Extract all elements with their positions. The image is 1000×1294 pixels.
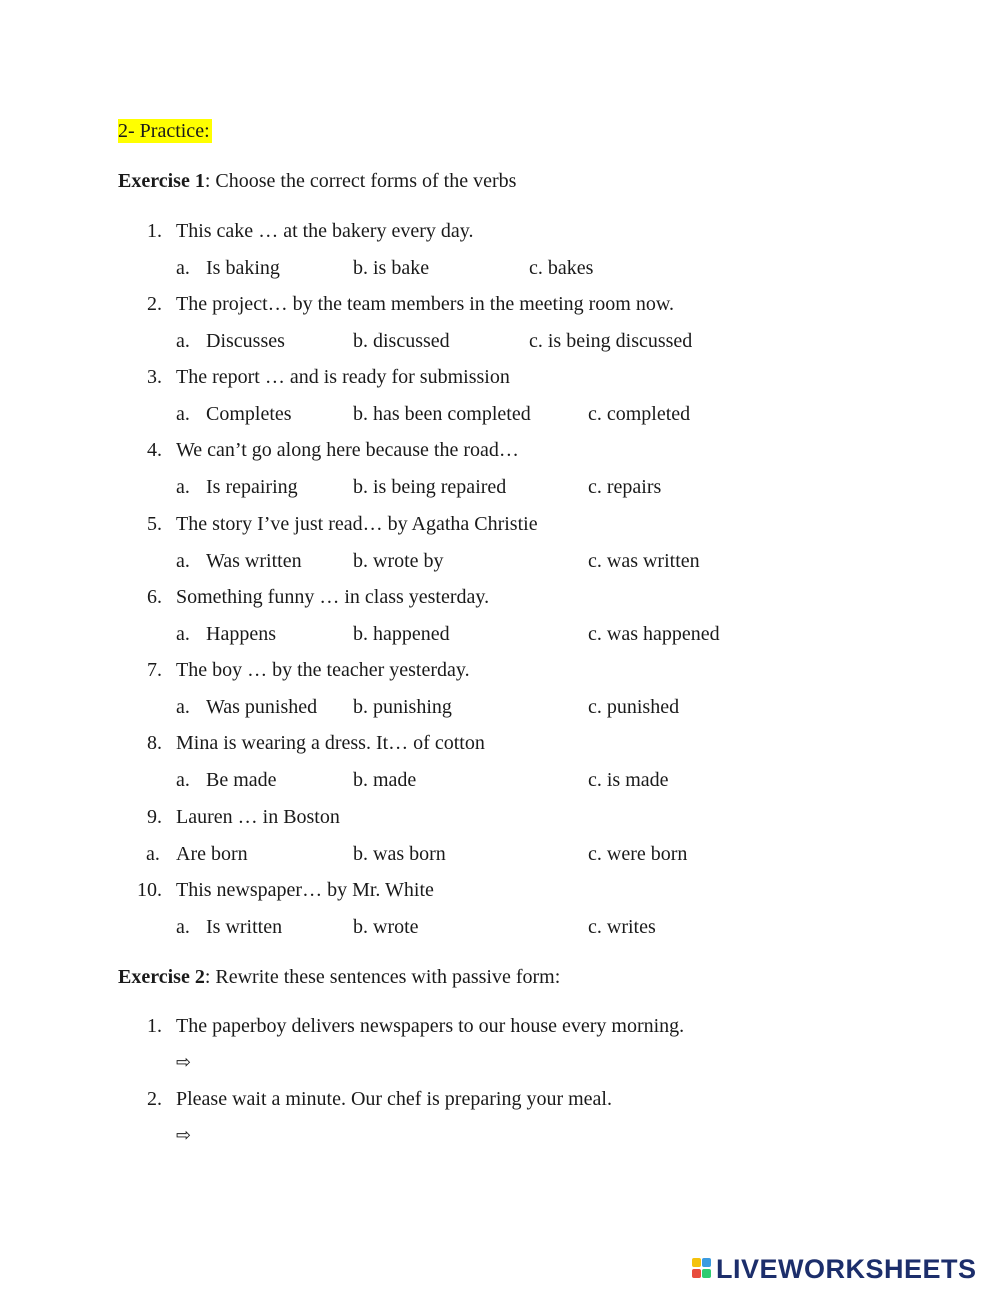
item-text: Please wait a minute. Our chef is preparing your meal. xyxy=(176,1088,612,1110)
question-number: 8. xyxy=(147,732,162,754)
option-c[interactable]: c. bakes xyxy=(529,257,594,279)
option-a[interactable]: Was punished xyxy=(206,696,318,718)
question-number: 6. xyxy=(147,586,162,608)
option-b[interactable]: b. wrote by xyxy=(353,550,444,572)
item-number: 2. xyxy=(147,1088,162,1110)
question-text: This newspaper… by Mr. White xyxy=(176,879,434,901)
exercise-2-instruction: : Rewrite these sentences with passive form: xyxy=(204,966,561,988)
option-a-letter: a. xyxy=(176,696,190,718)
answer-arrow-icon[interactable]: ⇨ xyxy=(176,1125,192,1146)
option-b[interactable]: b. made xyxy=(353,769,417,791)
question-text: We can’t go along here because the road… xyxy=(176,439,519,461)
question-number: 9. xyxy=(147,806,162,828)
question-text: Lauren … in Boston xyxy=(176,806,340,828)
exercise-1-label: Exercise 1 xyxy=(118,170,205,192)
option-a-letter: a. xyxy=(176,476,190,498)
option-a[interactable]: Be made xyxy=(206,769,277,791)
option-a[interactable]: Is repairing xyxy=(206,476,298,498)
item-text: The paperboy delivers newspapers to our house every morning. xyxy=(176,1015,685,1037)
section-heading: 2- Practice: xyxy=(118,120,210,142)
option-a-letter: a. xyxy=(176,769,190,791)
question-number: 7. xyxy=(147,659,162,681)
question-number: 10. xyxy=(137,879,162,901)
option-b[interactable]: b. discussed xyxy=(353,330,450,352)
option-c[interactable]: c. completed xyxy=(588,403,691,425)
question-text: The report … and is ready for submission xyxy=(176,366,510,388)
option-b[interactable]: b. happened xyxy=(353,623,450,645)
exercise-1-title xyxy=(118,169,516,193)
option-a[interactable]: Is baking xyxy=(206,257,280,279)
option-a[interactable]: Happens xyxy=(206,623,276,645)
option-c[interactable]: c. was written xyxy=(588,550,700,572)
option-b[interactable]: b. is being repaired xyxy=(353,476,507,498)
exercise-2-label: Exercise 2 xyxy=(118,966,205,988)
option-a[interactable]: Completes xyxy=(206,403,292,425)
option-b[interactable]: b. punishing xyxy=(353,696,452,718)
option-c[interactable]: c. was happened xyxy=(588,623,720,645)
item-number: 1. xyxy=(147,1015,162,1037)
question-text: The boy … by the teacher yesterday. xyxy=(176,659,470,681)
option-c[interactable]: c. is made xyxy=(588,769,669,791)
logo-text: LIVEWORKSHEETS xyxy=(716,1253,977,1284)
question-number: 5. xyxy=(147,513,162,535)
option-a[interactable]: Are born xyxy=(176,843,248,865)
option-c[interactable]: c. is being discussed xyxy=(529,330,693,352)
question-text: The project… by the team members in the meeting room now. xyxy=(176,293,675,315)
question-number: 2. xyxy=(147,293,162,315)
question-text: Something funny … in class yesterday. xyxy=(176,586,490,608)
option-a[interactable]: Discusses xyxy=(206,330,285,352)
option-c[interactable]: c. punished xyxy=(588,696,680,718)
option-a[interactable]: Was written xyxy=(206,550,302,572)
exercise-2-title xyxy=(118,965,560,989)
option-c[interactable]: c. were born xyxy=(588,843,688,865)
question-number: 1. xyxy=(147,220,162,242)
option-a-letter: a. xyxy=(176,330,190,352)
liveworksheets-logo xyxy=(692,1254,977,1284)
option-a-letter: a. xyxy=(146,843,160,865)
option-b[interactable]: b. has been completed xyxy=(353,403,531,425)
option-c[interactable]: c. repairs xyxy=(588,476,662,498)
question-number: 3. xyxy=(147,366,162,388)
option-a-letter: a. xyxy=(176,623,190,645)
option-b[interactable]: b. is bake xyxy=(353,257,430,279)
option-c[interactable]: c. writes xyxy=(588,916,656,938)
option-b[interactable]: b. was born xyxy=(353,843,446,865)
option-a[interactable]: Is written xyxy=(206,916,283,938)
question-text: The story I’ve just read… by Agatha Christie xyxy=(176,513,538,535)
option-a-letter: a. xyxy=(176,257,190,279)
logo-mark-icon xyxy=(692,1256,712,1282)
question-text: Mina is wearing a dress. It… of cotton xyxy=(176,732,485,754)
question-text: This cake … at the bakery every day. xyxy=(176,220,474,242)
answer-arrow-icon[interactable]: ⇨ xyxy=(176,1052,192,1073)
option-b[interactable]: b. wrote xyxy=(353,916,419,938)
option-a-letter: a. xyxy=(176,550,190,572)
option-a-letter: a. xyxy=(176,403,190,425)
option-a-letter: a. xyxy=(176,916,190,938)
exercise-1-instruction: : Choose the correct forms of the verbs xyxy=(204,170,517,192)
question-number: 4. xyxy=(147,439,162,461)
